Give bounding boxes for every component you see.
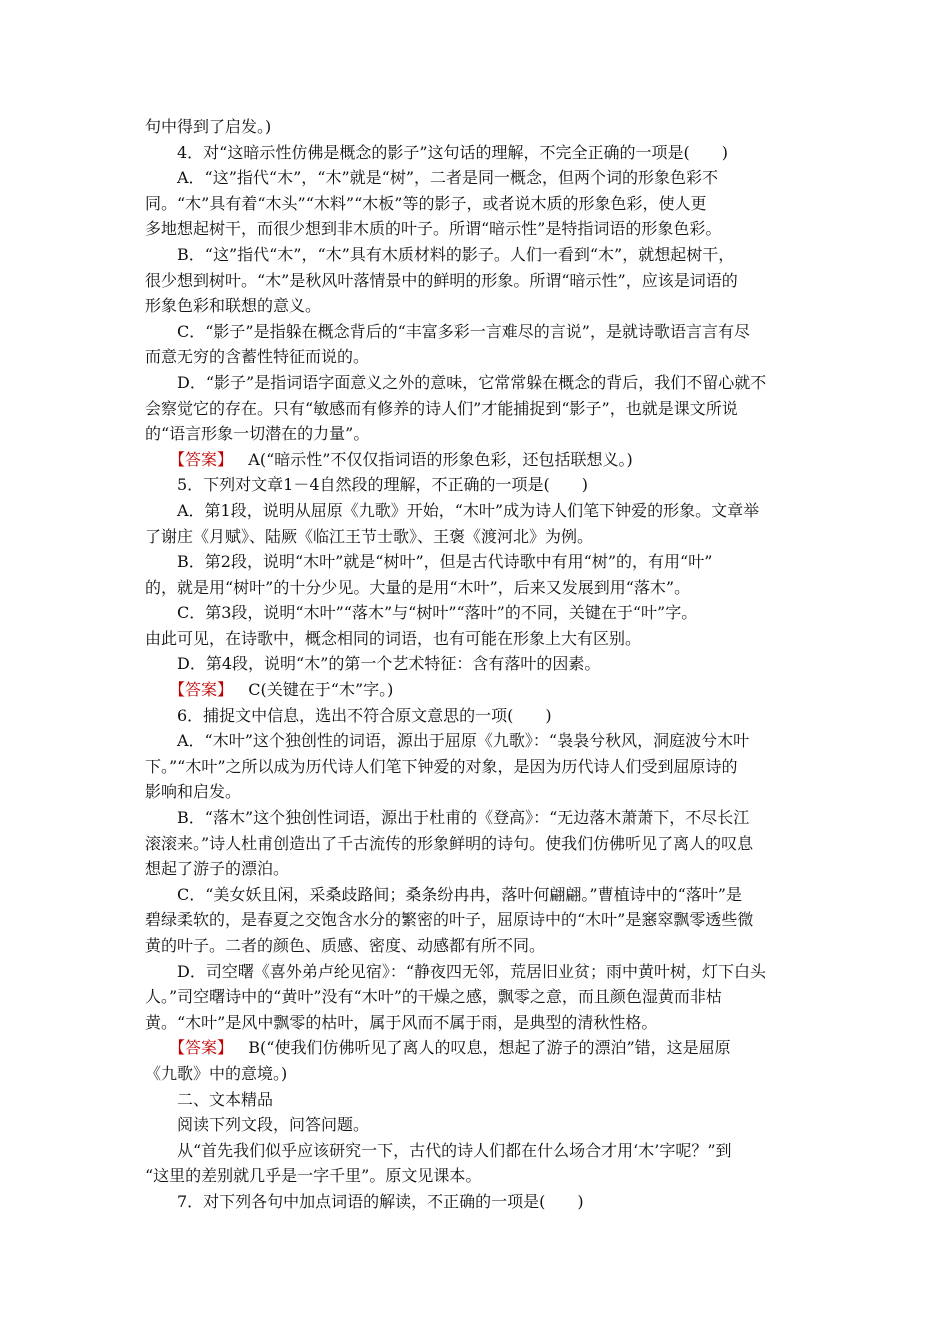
text-line: C．“美女妖且闲，采桑歧路间；桑条纷冉冉，落叶何翩翩。”曹植诗中的“落叶”是: [177, 884, 742, 904]
answer-label: 【答案】: [169, 449, 234, 469]
answer-text: C(关键在于“木”字。): [248, 680, 394, 700]
text-line: 了谢庄《月赋》、陆厥《临江王节士歌》、王褒《渡河北》为例。: [145, 526, 594, 546]
text-line: 下。”“木叶”之所以成为历代诗人们笔下钟爱的对象，是因为历代诗人们受到屈原诗的: [145, 756, 738, 776]
text-line: 想起了游子的漂泊。: [145, 859, 290, 879]
text-line: 的“语言形象一切潜在的力量”。: [145, 424, 370, 444]
text-line: B．“这”指代“木”，“木”具有木质材料的影子。人们一看到“木”，就想起树干，: [177, 244, 735, 264]
text-line: D．司空曙《喜外弟卢纶见宿》：“静夜四无邻，荒居旧业贫；雨中黄叶树，灯下白头: [177, 961, 767, 981]
text-line: 《九歌》中的意境。): [145, 1063, 288, 1083]
text-line: 5．下列对文章1－4自然段的理解，不正确的一项是( ): [177, 475, 589, 495]
question-5-block: [145, 472, 810, 677]
text-line: C．“影子”是指躲在概念背后的“丰富多彩一言难尽的言说”，是就诗歌语言言有尽: [177, 321, 750, 341]
answer-text: B(“使我们仿佛听见了离人的叹息，想起了游子的漂泊”错，这是屈原: [248, 1038, 731, 1058]
text-line: “这里的差别就几乎是一字千里”。原文见课本。: [145, 1166, 482, 1186]
answer-line-6: [145, 1035, 810, 1061]
answer-line-4: [145, 447, 810, 473]
text-line: 黄。“木叶”是风中飘零的枯叶，属于风而不属于雨，是典型的清秋性格。: [145, 1012, 658, 1032]
question-4-block: [145, 114, 810, 447]
text-line: 滚滚来。”诗人杜甫创造出了千古流传的形象鲜明的诗句。使我们仿佛听见了离人的叹息: [145, 833, 754, 853]
text-line: C．第3段，说明“木叶”“落木”与“树叶”“落叶”的不同，关键在于“叶”字。: [177, 603, 698, 623]
text-line: 7．对下列各句中加点词语的解读，不正确的一项是( ): [177, 1191, 584, 1211]
text-line: B．第2段，说明“木叶”就是“树叶”，但是古代诗歌中有用“树”的，有用“叶”: [177, 552, 713, 572]
text-line: B．“落木”这个独创性词语，源出于杜甫的《登高》：“无边落木萧萧下，不尽长江: [177, 808, 750, 828]
text-line: 6．捕捉文中信息，选出不符合原文意思的一项( ): [177, 705, 552, 725]
question-6-block: [145, 703, 810, 1036]
text-line: A．“木叶”这个独创性的词语，源出于屈原《九歌》：“袅袅兮秋风，洞庭波兮木叶: [177, 731, 750, 751]
text-line: 很少想到树叶。“木”是秋风叶落情景中的鲜明的形象。所谓“暗示性”，应该是词语的: [145, 270, 738, 290]
answer-text: A(“暗示性”不仅仅指词语的形象色彩，还包括联想义。): [248, 449, 633, 469]
text-line: D．“影子”是指词语字面意义之外的意味，它常常躲在概念的背后，我们不留心就不: [177, 372, 767, 392]
text-line: 形象色彩和联想的意义。: [145, 296, 322, 316]
text-line: D．第4段，说明“木”的第一个艺术特征：含有落叶的因素。: [177, 654, 601, 674]
answer-line-5: [145, 677, 810, 703]
text-line: A．第1段，说明从屈原《九歌》开始，“木叶”成为诗人们笔下钟爱的形象。文章举: [177, 500, 760, 520]
text-line: 而意无穷的含蓄性特征而说的。: [145, 347, 370, 367]
text-line: 4．对“这暗示性仿佛是概念的影子”这句话的理解，不完全正确的一项是( ): [177, 142, 729, 162]
text-line: A．“这”指代“木”，“木”就是“树”，二者是同一概念，但两个词的形象色彩不: [177, 168, 718, 188]
text-line: 黄的叶子。二者的颜色、质感、密度、动感都有所不同。: [145, 936, 546, 955]
section-two-block: [145, 1061, 810, 1215]
document-body: [145, 114, 810, 1215]
text-line: 碧绿柔软的，是春夏之交饱含水分的繁密的叶子，屈原诗中的“木叶”是窸窣飘零透些微: [145, 910, 754, 930]
text-line: 阅读下列文段，问答问题。: [177, 1115, 370, 1135]
text-line: 句中得到了启发。): [145, 117, 272, 136]
text-line: 从“首先我们似乎应该研究一下，古代的诗人们都在什么场合才用‘木’字呢？”到: [177, 1140, 732, 1160]
text-line: 同。“木”具有着“木头”“木料”“木板”等的影子，或者说木质的形象色彩，使人更: [145, 193, 707, 213]
text-line: 二、文本精品: [177, 1089, 274, 1109]
text-line: 多地想起树干，而很少想到非木质的叶子。所谓“暗示性”是特指词语的形象色彩。: [145, 219, 722, 239]
text-line: 人。”司空曙诗中的“黄叶”没有“木叶”的干燥之感，飘零之意，而且颜色湿黄而非枯: [145, 987, 722, 1007]
text-line: 由此可见，在诗歌中，概念相同的词语，也有可能在形象上大有区别。: [145, 628, 642, 648]
answer-label: 【答案】: [169, 680, 234, 700]
answer-label: 【答案】: [169, 1038, 234, 1058]
text-line: 的，就是用“树叶”的十分少见。大量的是用“木叶”，后来又发展到用“落木”。: [145, 577, 691, 597]
text-line: 影响和启发。: [145, 782, 242, 802]
text-line: 会察觉它的存在。只有“敏感而有修养的诗人们”才能捕捉到“影子”，也就是课文所说: [145, 398, 738, 418]
